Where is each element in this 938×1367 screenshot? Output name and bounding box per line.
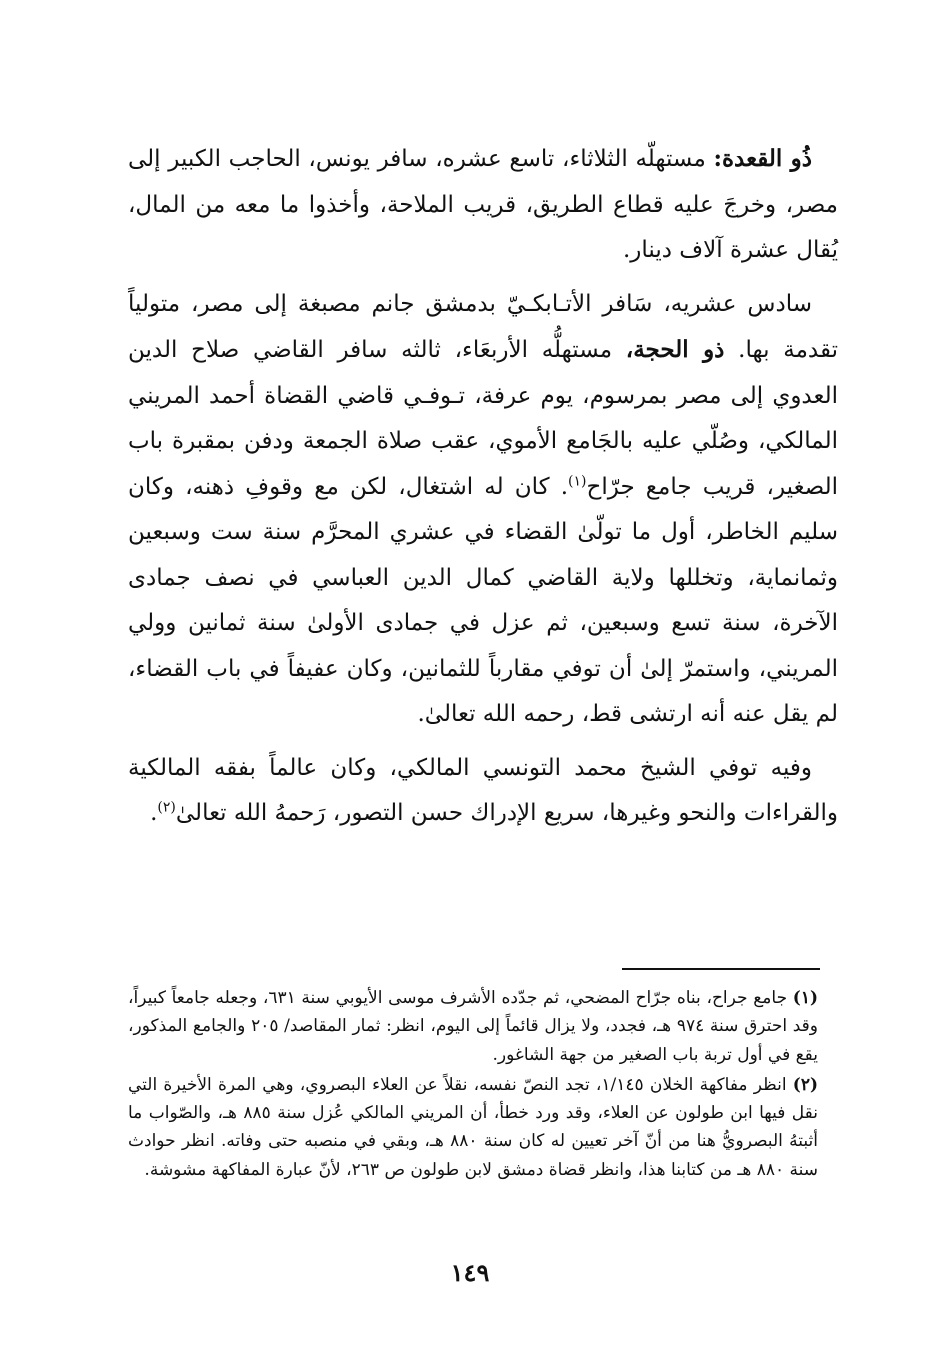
- paragraph-dhu-al-hijja: [128, 282, 838, 738]
- footnote-text: انظر مفاكهة الخلان ١/١٤٥، تجد النصّ نفسه، نقلاً عن العلاء البصروي، وهي المرة الأخيرة التي نقل فيها ابن طولون عن العلاء، وقد ورد خطأ، أن المريني المالكي عُزل سنة ٨٨٥ هـ، والصّواب ما أثبتهُ البصرويُّ هنا من أنّ آخر تعيين له كان سنة ٨٨٠ هـ، وبقي في منصبه حتى وفاته. انظر حوادث سنة ٨٨٠ هـ من كتابنا هذا، وانظر قضاة دمشق لابن طولون ص ٢٦٣، لأنّ عبارة المفاكهة مشوشة.: [128, 1074, 819, 1180]
- footnote-1: [128, 984, 818, 1069]
- footnote-number: (٢): [792, 1074, 818, 1095]
- paragraph-text: مستهلُّه الأربعَاء، ثالثه سافر القاضي صلاح الدين العدوي إلى مصر بمرسوم، يوم عرفة، تـوفـي قاضي القضاة أحمد المريني المالكي، وصُلّي عليه بالجَامع الأموي، عقب صلاة الجمعة ودفن بمقبرة باب الصغير، قريب جامع جرّاح: [128, 337, 839, 500]
- paragraph-dhu-al-qada: [128, 136, 838, 274]
- footnote-2: [128, 1071, 818, 1184]
- footnote-separator: [622, 968, 820, 970]
- footnote-text: جامع جراح، بناه جرّاح المضحي، ثم جدّده الأشرف موسى الأيوبي سنة ٦٣١، وجعله جامعاً كبيراً، وقد احترق سنة ٩٧٤ هـ، فجدد، ولا يزال قائماً إلى اليوم، انظر: ثمار المقاصد/ ٢٠٥ والجامع المذكور، يقع في أول تربة باب الصغير من جهة الشاغور.: [128, 988, 819, 1065]
- footnote-reference-2: (٢): [157, 799, 176, 816]
- paragraph-end: .: [150, 800, 158, 826]
- paragraph-text: سادس عشريه، سَافر الأتـابكـيّ بدمشق جانم مصبغة إلى مصر، متولياً تقدمة بها.: [128, 290, 838, 363]
- month-heading-dhu-al-qada: ذُو القعدة:: [713, 145, 812, 172]
- footnotes-block: [128, 984, 818, 1186]
- paragraph-text: . كان له اشتغال، لكن مع وقوفِ ذهنه، وكان سليم الخاطر، أول ما تولّىٰ القضاء في عشري المحرَّم سنة ست وسبعين وثمانماية، وتخللها ولاية القاضي كمال الدين العباسي في نصف جمادى الآخرة، سنة تسع وسبعين، ثم عزل في جمادى الأولىٰ سنة ثمانين وولي المريني، واستمرّ إلىٰ أن توفي مقارباً للثمانين، وكان عفيفاً في باب القضاء، لم يقل عنه أنه ارتشى قط، رحمه الله تعالىٰ.: [128, 473, 838, 727]
- paragraph-tunisi: [128, 746, 838, 837]
- main-text-block: [128, 136, 838, 845]
- month-heading-dhu-al-hijja: ذو الحجة،: [625, 336, 725, 363]
- paragraph-text: مستهلّه الثلاثاء، تاسع عشره، سافر يونس، الحاجب الكبير إلى مصر، وخرجَ عليه قطاع الطريق، قريب الملاحة، وأخذوا ما معه من المال، يُقال عشرة آلاف دينار.: [128, 146, 838, 263]
- paragraph-text: وفيه توفي الشيخ محمد التونسي المالكي، وكان عالماً بفقه المالكية والقراءات والنحو وغيرها، سريع الإدراك حسن التصور، رَحمهُ الله تعالىٰ: [128, 754, 838, 826]
- footnote-reference-1: (١): [568, 472, 587, 489]
- footnote-number: (١): [792, 988, 818, 1008]
- page-number: ١٤٩: [450, 1258, 490, 1287]
